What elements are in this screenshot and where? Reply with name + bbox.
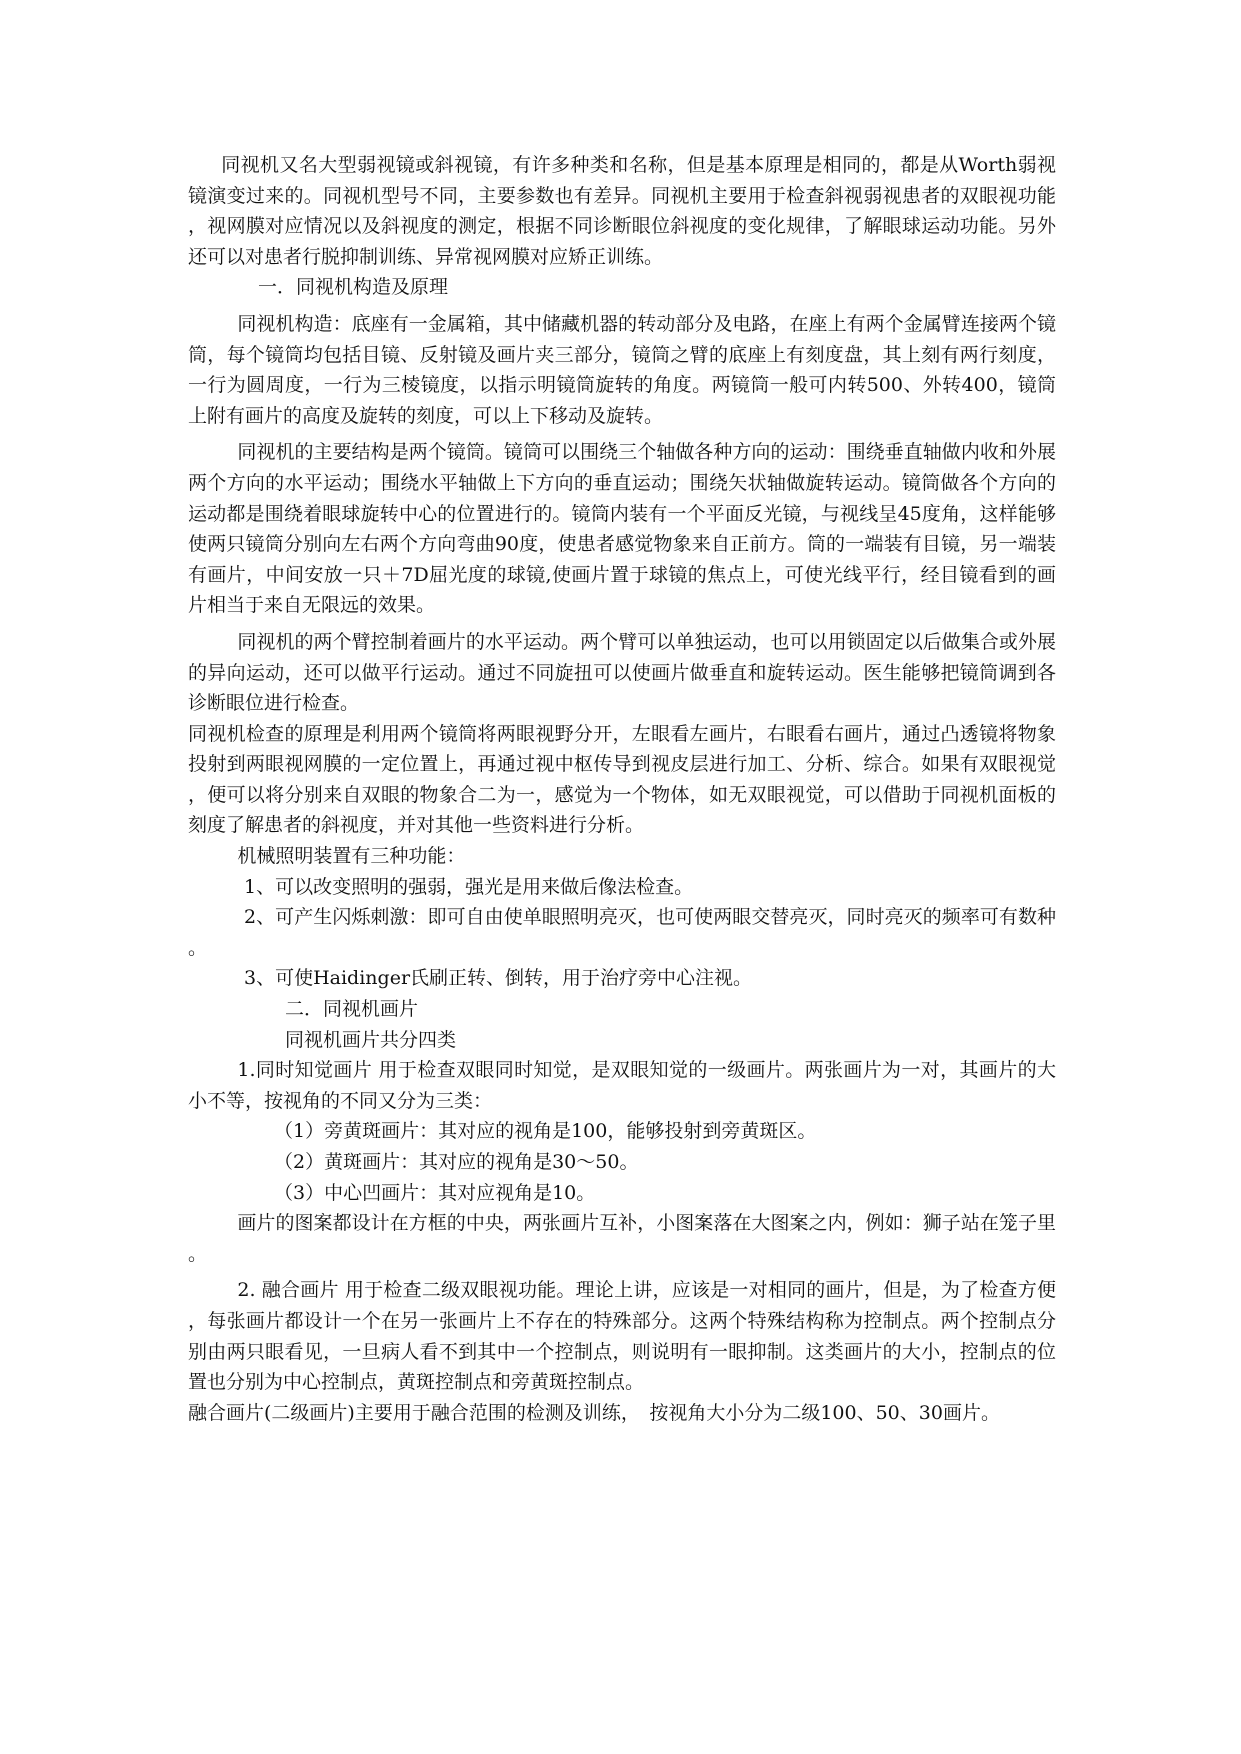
lighting-item-1: 1、可以改变照明的强弱，强光是用来做后像法检查。 bbox=[244, 875, 694, 898]
slide-design-paragraph: 画片的图案都设计在方框的中央，两张画片互补，小图案落在大图案之内，例如：狮子站在笼子里。 bbox=[188, 1212, 1056, 1265]
section-heading-1: 一．同视机构造及原理 bbox=[258, 276, 449, 299]
lighting-item-3: 3、可使Haidinger氏刷正转、倒转，用于治疗旁中心注视。 bbox=[244, 967, 753, 990]
intro-paragraph: 同视机又名大型弱视镜或斜视镜，有许多种类和名称，但是基本原理是相同的，都是从Worth弱视镜演变过来的。同视机型号不同，主要参数也有差异。同视机主要用于检查斜视弱视患者的双眼视功能，视网膜对应情况以及斜视度的测定，根据不同诊断眼位斜视度的变化规律，了解眼球运动功能。另外还可以对患者行脱抑制训练、异常视网膜对应矫正训练。 bbox=[188, 154, 1056, 268]
fusion-range-paragraph: 融合画片(二级画片)主要用于融合范围的检测及训练， 按视角大小分为二级100、50、30画片。 bbox=[188, 1401, 1000, 1424]
slide-type-2: （2）黄斑画片：其对应的视角是30～50。 bbox=[274, 1151, 639, 1173]
arm-control-paragraph: 同视机的两个臂控制着画片的水平运动。两个臂可以单独运动，也可以用锁固定以后做集合或外展的异向运动，还可以做平行运动。通过不同旋扭可以使画片做垂直和旋转运动。医生能够把镜筒调到各诊断眼位进行检查。 bbox=[188, 630, 1056, 715]
structure-paragraph: 同视机构造：底座有一金属箱，其中储藏机器的转动部分及电路，在座上有两个金属臂连接两个镜筒，每个镜筒均包括目镜、反射镜及画片夹三部分，镜筒之臂的底座上有刻度盘，其上刻有两行刻度，一行为圆周度，一行为三棱镜度，以指示明镜筒旋转的角度。两镜筒一般可内转500、外转400，镜筒上附有画片的高度及旋转的刻度，可以上下移动及旋转。 bbox=[188, 312, 1056, 427]
main-structure-paragraph: 同视机的主要结构是两个镜筒。镜筒可以围绕三个轴做各种方向的运动：围绕垂直轴做内收和外展两个方向的水平运动；围绕水平轴做上下方向的垂直运动；围绕矢状轴做旋转运动。镜筒做各个方向的运动都是围绕着眼球旋转中心的位置进行的。镜筒内装有一个平面反光镜，与视线呈45度角，这样能够使两只镜筒分别向左右两个方向弯曲90度，使患者感觉物象来自正前方。筒的一端装有目镜，另一端装有画片，中间安放一只＋7D屈光度的球镜,使画片置于球镜的焦点上，可使光线平行，经目镜看到的画片相当于来自无限远的效果。 bbox=[188, 441, 1056, 617]
lighting-intro: 机械照明装置有三种功能： bbox=[237, 845, 466, 868]
slide-categories-intro: 同视机画片共分四类 bbox=[285, 1028, 457, 1051]
lighting-item-2: 2、可产生闪烁刺激：即可自由使单眼照明亮灭，也可使两眼交替亮灭，同时亮灭的频率可有数种。 bbox=[188, 906, 1056, 959]
simultaneous-perception-paragraph: 1.同时知觉画片 用于检查双眼同时知觉，是双眼知觉的一级画片。两张画片为一对，其画片的大小不等，按视角的不同又分为三类： bbox=[188, 1059, 1056, 1112]
slide-type-3: （3）中心凹画片：其对应视角是10。 bbox=[274, 1181, 596, 1204]
document-page bbox=[188, 150, 1056, 1428]
fusion-slide-paragraph: 2. 融合画片 用于检查二级双眼视功能。理论上讲，应该是一对相同的画片，但是，为了检查方便，每张画片都设计一个在另一张画片上不存在的特殊部分。这两个特殊结构称为控制点。两个控制点分别由两只眼看见，一旦病人看不到其中一个控制点，则说明有一眼抑制。这类画片的大小，控制点的位置也分别为中心控制点，黄斑控制点和旁黄斑控制点。 bbox=[188, 1279, 1056, 1394]
slide-type-1: （1）旁黄斑画片：其对应的视角是100，能够投射到旁黄斑区。 bbox=[274, 1120, 817, 1143]
principle-paragraph: 同视机检查的原理是利用两个镜筒将两眼视野分开，左眼看左画片，右眼看右画片，通过凸透镜将物象投射到两眼视网膜的一定位置上，再通过视中枢传导到视皮层进行加工、分析、综合。如果有双眼视觉，便可以将分别来自双眼的物象合二为一，感觉为一个物体，如无双眼视觉，可以借助于同视机面板的刻度了解患者的斜视度，并对其他一些资料进行分析。 bbox=[188, 722, 1056, 837]
section-heading-2: 二．同视机画片 bbox=[285, 998, 419, 1021]
